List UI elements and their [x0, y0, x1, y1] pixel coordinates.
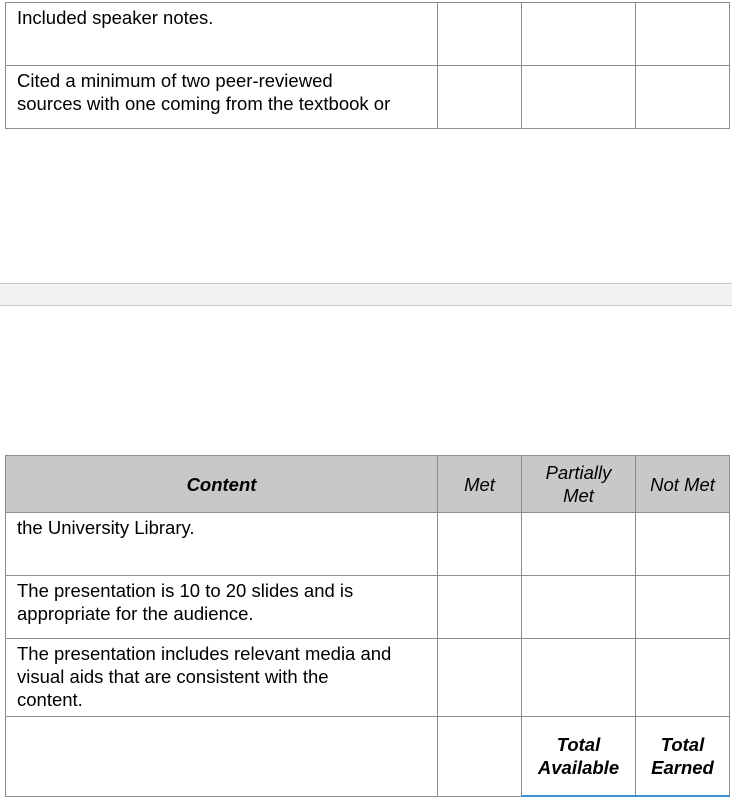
header-met: Met	[438, 456, 522, 513]
criterion-cell	[6, 3, 438, 66]
total-available-label	[522, 717, 635, 779]
total-label-line: Available	[537, 757, 620, 778]
criterion-cell	[6, 513, 438, 576]
criterion-text	[6, 66, 437, 115]
total-label-line: Earned	[651, 757, 714, 778]
criterion-cell	[6, 576, 438, 639]
table-row	[6, 3, 730, 66]
header-partially-met	[522, 456, 636, 513]
criterion-line: sources with one coming from the textbook or	[17, 93, 391, 114]
met-cell[interactable]	[438, 513, 522, 576]
header-content: Content	[6, 456, 438, 513]
header-row	[6, 456, 730, 513]
not-met-cell[interactable]	[636, 513, 730, 576]
met-cell[interactable]	[438, 576, 522, 639]
criterion-text	[6, 639, 437, 711]
not-met-cell[interactable]	[636, 66, 730, 129]
criterion-text: Included speaker notes.	[17, 7, 214, 28]
partially-met-cell[interactable]	[522, 66, 636, 129]
rubric-table-continued	[5, 2, 730, 129]
header-line: Partially	[545, 462, 612, 483]
criterion-line: Cited a minimum of two peer-reviewed	[17, 70, 333, 91]
rubric-table-content	[5, 455, 730, 797]
header-line: Met	[563, 485, 594, 506]
criterion-cell	[6, 639, 438, 717]
total-earned-label	[636, 717, 729, 779]
not-met-cell[interactable]	[636, 3, 730, 66]
partially-met-cell[interactable]	[522, 639, 636, 717]
criterion-line: the University Library.	[17, 517, 195, 538]
total-label-line: Total	[660, 734, 705, 755]
table-row	[6, 66, 730, 129]
partially-met-cell[interactable]	[522, 3, 636, 66]
criterion-text	[6, 576, 437, 625]
header-not-met: Not Met	[636, 456, 730, 513]
totals-empty-cell	[438, 717, 522, 797]
totals-empty-cell	[6, 717, 438, 797]
criterion-line: content.	[17, 689, 83, 710]
not-met-cell[interactable]	[636, 639, 730, 717]
criterion-line: The presentation is 10 to 20 slides and is	[17, 580, 354, 601]
met-cell[interactable]	[438, 639, 522, 717]
met-cell[interactable]	[438, 66, 522, 129]
total-earned-cell[interactable]	[636, 717, 730, 797]
total-label-line: Total	[556, 734, 601, 755]
table-row	[6, 639, 730, 717]
criterion-text	[6, 513, 437, 539]
not-met-cell[interactable]	[636, 576, 730, 639]
criterion-cell	[6, 66, 438, 129]
criterion-line: The presentation includes relevant media and	[17, 643, 392, 664]
totals-row	[6, 717, 730, 797]
partially-met-cell[interactable]	[522, 576, 636, 639]
criterion-line: visual aids that are consistent with the	[17, 666, 329, 687]
table-row	[6, 513, 730, 576]
page-break-gap	[0, 283, 732, 306]
total-available-cell[interactable]	[522, 717, 636, 797]
partially-met-cell[interactable]	[522, 513, 636, 576]
table-row	[6, 576, 730, 639]
criterion-line: appropriate for the audience.	[17, 603, 254, 624]
met-cell[interactable]	[438, 3, 522, 66]
